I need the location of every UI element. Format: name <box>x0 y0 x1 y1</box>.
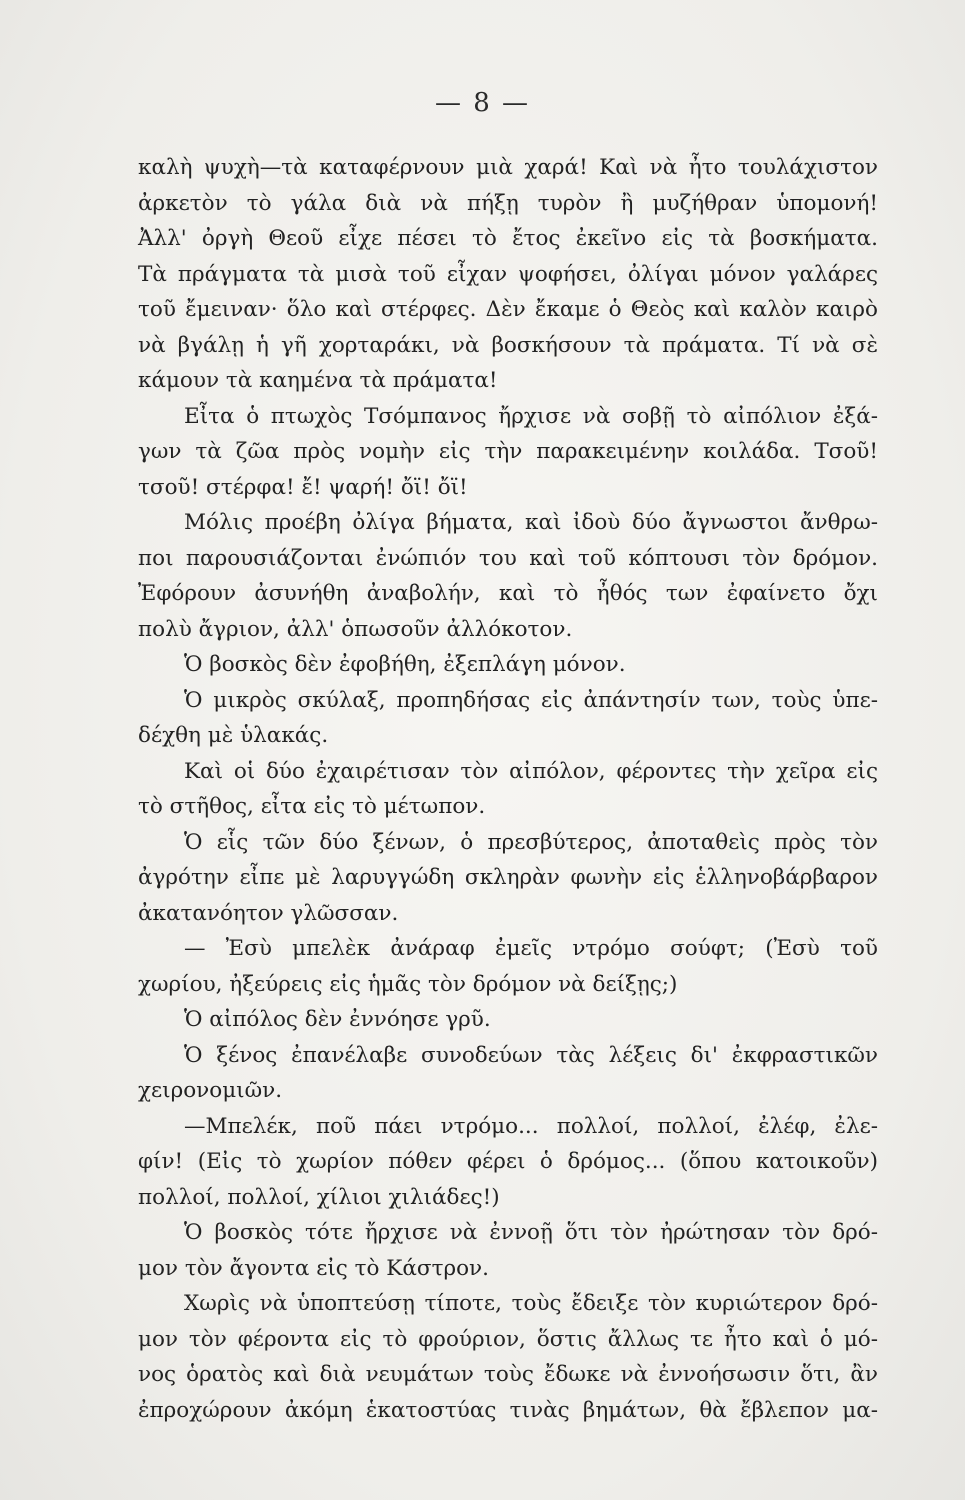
text-line: Ἐφόρουν ἀσυνήθη ἀναβολήν, καὶ τὸ ἦθός των ἐφαίνετο ὄχι <box>138 581 878 606</box>
text-line: Ἀλλ' ὀργὴ Θεοῦ εἶχε πέσει τὸ ἔτος ἐκεῖνο εἰς τὰ βοσκήματα. <box>138 226 878 251</box>
body-text <box>138 150 878 1428</box>
text-line: κάμουν τὰ καημένα τὰ πράματα! <box>138 368 498 393</box>
text-line: γων τὰ ζῶα πρὸς νομὴν εἰς τὴν παρακειμένην κοιλάδα. Τσοῦ! <box>138 439 878 464</box>
text-line: νος ὁρατὸς καὶ διὰ νευμάτων τοὺς ἔδωκε νὰ ἐννοήσωσιν ὅτι, ἂν <box>138 1362 878 1387</box>
text-line: φίν! (Εἰς τὸ χωρίον πόθεν φέρει ὁ δρόμος... (ὅπου κατοικοῦν) <box>138 1149 878 1174</box>
text-line: ἐπροχώρουν ἀκόμη ἑκατοστύας τινὰς βημάτων, θὰ ἔβλεπον μα- <box>138 1397 878 1423</box>
text-line: Ὁ αἰπόλος δὲν ἐννόησε γρῦ. <box>184 1007 491 1032</box>
text-line: Μόλις προέβη ὀλίγα βήματα, καὶ ἰδοὺ δύο ἄγνωστοι ἄνθρω- <box>184 510 878 535</box>
text-line: καλὴ ψυχὴ—τὰ καταφέρνουν μιὰ χαρά! Καὶ νὰ ἦτο τουλάχιστον <box>138 155 878 180</box>
text-line: χωρίου, ἠξεύρεις εἰς ἡμᾶς τὸν δρόμον νὰ δείξῃς;) <box>138 971 678 997</box>
text-line: μον τὸν ἄγοντα εἰς τὸ Κάστρον. <box>138 1255 489 1281</box>
text-line: μον τὸν φέροντα εἰς τὸ φρούριον, ὅστις ἄλλως τε ἦτο καὶ ὁ μό- <box>138 1326 878 1352</box>
text-line: Τὰ πράγματα τὰ μισὰ τοῦ εἶχαν ψοφήσει, ὀλίγαι μόνον γαλάρες <box>138 261 878 287</box>
text-line: χειρονομιῶν. <box>138 1078 283 1103</box>
text-line: Χωρὶς νὰ ὑποπτεύσῃ τίποτε, τοὺς ἔδειξε τὸν κυριώτερον δρό- <box>184 1291 878 1316</box>
text-line: πολὺ ἄγριον, ἀλλ' ὁπωσοῦν ἀλλόκοτον. <box>138 616 573 642</box>
text-line: ἀγρότην εἶπε μὲ λαρυγγώδη σκληρὰν φωνὴν εἰς ἑλληνοβάρβαρον <box>138 865 878 890</box>
text-line: Ὁ βοσκὸς δὲν ἐφοβήθη, ἐξεπλάγη μόνον. <box>184 652 626 677</box>
text-line: νὰ βγάλῃ ἡ γῆ χορταράκι, νὰ βοσκήσουν τὰ πράματα. Τί νὰ σὲ <box>138 332 878 358</box>
text-line: τοῦ ἔμειναν· ὅλο καὶ στέρφες. Δὲν ἔκαμε ὁ Θεὸς καὶ καλὸν καιρὸ <box>138 297 878 322</box>
text-line: Ὁ ξένος ἐπανέλαβε συνοδεύων τὰς λέξεις δι' ἐκφραστικῶν <box>184 1042 878 1068</box>
text-line: δέχθη μὲ ὑλακάς. <box>138 723 329 748</box>
text-line: πολλοί, πολλοί, χίλιοι χιλιάδες!) <box>138 1184 500 1210</box>
text-line: ἀρκετὸν τὸ γάλα διὰ νὰ πήξῃ τυρὸν ἢ μυζήθραν ὑπομονή! <box>138 190 878 216</box>
text-line: Ὁ μικρὸς σκύλαξ, προπηδήσας εἰς ἀπάντησίν των, τοὺς ὑπε- <box>184 687 878 713</box>
text-line: — Ἐσὺ μπελὲκ ἀνάραφ ἐμεῖς ντρόμο σούφτ; (Ἐσὺ τοῦ <box>184 936 878 961</box>
text-line: Εἶτα ὁ πτωχὸς Τσόμπανος ἤρχισε νὰ σοβῇ τὸ αἰπόλιον ἐξά- <box>184 403 878 429</box>
text-line: ποι παρουσιάζονται ἐνώπιόν του καὶ τοῦ κόπτουσι τὸν δρόμον. <box>138 545 878 571</box>
text-line: Καὶ οἱ δύο ἐχαιρέτισαν τὸν αἰπόλον, φέροντες τὴν χεῖρα εἰς <box>184 758 878 784</box>
text-line: τὸ στῆθος, εἶτα εἰς τὸ μέτωπον. <box>138 794 486 819</box>
text-line: ἀκατανόητον γλῶσσαν. <box>138 900 399 926</box>
text-line: —Μπελέκ, ποῦ πάει ντρόμο... πολλοί, πολλοί, ἐλέφ, ἐλε- <box>184 1113 878 1139</box>
text-line: Ὁ βοσκὸς τότε ἤρχισε νὰ ἐννοῇ ὅτι τὸν ἠρώτησαν τὸν δρό- <box>184 1220 878 1245</box>
text-line: τσοῦ! στέρφα! ἔ! ψαρή! ὄϊ! ὄϊ! <box>138 474 468 500</box>
text-line: Ὁ εἷς τῶν δύο ξένων, ὁ πρεσβύτερος, ἀποταθεὶς πρὸς τὸν <box>184 829 878 855</box>
page-number: — 8 — <box>434 88 531 118</box>
